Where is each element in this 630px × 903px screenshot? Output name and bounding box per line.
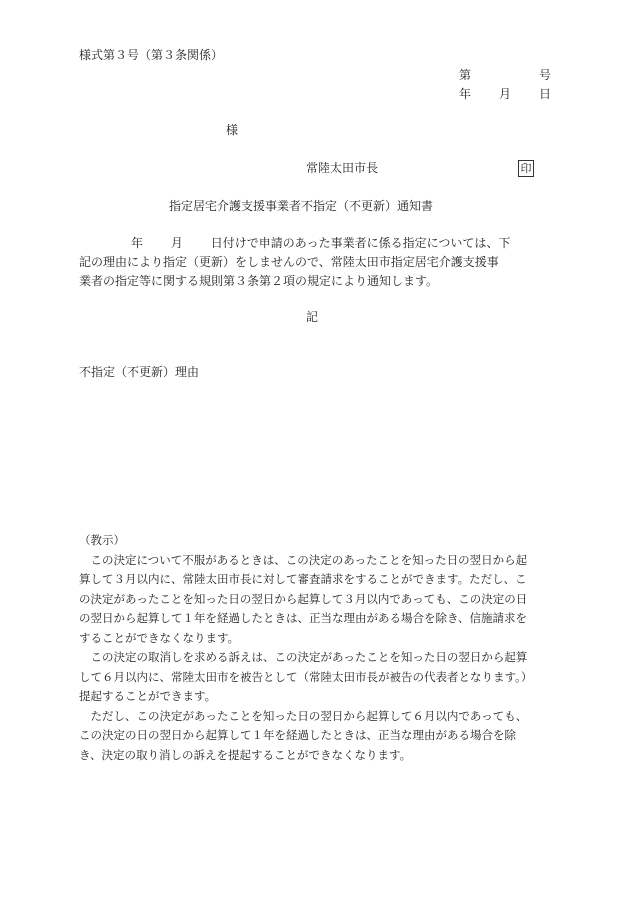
doc-number-suffix: 号 xyxy=(539,68,552,82)
issuer: 常陸太田市長 xyxy=(306,161,379,175)
notice-line: ただし、この決定があったことを知った日の翌日から起算して６月以内であっても、 xyxy=(79,708,528,723)
reason-label: 不指定（不更新）理由 xyxy=(79,365,200,379)
seal-mark xyxy=(518,160,534,177)
addressee: 様 xyxy=(226,123,239,137)
date-year: 年 xyxy=(459,87,472,101)
notice-heading: （教示） xyxy=(79,533,125,547)
notice-line: 算して３月以内に、常陸太田市長に対して審査請求をすることができます。ただし、こ xyxy=(79,572,527,586)
body-line: 業者の指定等に関する規則第３条第２項の規定により通知します。 xyxy=(79,274,439,288)
notice-section xyxy=(79,531,559,765)
notice-line: の翌日から起算して１年を経過したときは、正当な理由がある場合を除き、信施請求を xyxy=(79,611,528,625)
body-month: 月 xyxy=(170,236,183,250)
notice-line: き、決定の取り消しの訴えを提起することができなくなります。 xyxy=(79,747,412,762)
notice-line: の決定があったことを知った日の翌日から起算して３月以内であっても、この決定の日 xyxy=(79,591,528,606)
notice-line: することができなくなります。 xyxy=(79,630,240,645)
date-month: 月 xyxy=(499,87,512,101)
body-line xyxy=(79,234,551,253)
notice-line: して６月以内に、常陸太田市を被告として（常陸太田市長が被告の代表者となります。） xyxy=(79,669,533,684)
form-number: 様式第３号（第３条関係） xyxy=(79,48,224,62)
seal-box: 印 xyxy=(518,160,534,177)
notice-line: 提起することができます。 xyxy=(79,689,217,703)
date-day: 日 xyxy=(539,87,552,101)
doc-number-prefix: 第 xyxy=(459,68,472,82)
notice-line: この決定の日の翌日から起算して１年を経過したときは、正当な理由がある場合を除 xyxy=(79,728,516,742)
body-paragraph xyxy=(79,234,551,291)
notice-line: この決定の取消しを求める訴えは、この決定があったことを知った日の翌日から起算 xyxy=(79,650,528,664)
document-title: 指定居宅介護支援事業者不指定（不更新）通知書 xyxy=(169,199,434,213)
body-line: 記の理由により指定（更新）をしませんので、常陸太田市指定居宅介護支援事 xyxy=(79,255,499,269)
body-line1-rest: 日付けで申請のあった事業者に係る指定については、下 xyxy=(210,236,511,250)
body-year: 年 xyxy=(131,236,144,250)
ki-heading: 記 xyxy=(306,310,319,324)
notice-line: この決定について不服があるときは、この決定のあったことを知った日の翌日から起 xyxy=(79,552,528,567)
